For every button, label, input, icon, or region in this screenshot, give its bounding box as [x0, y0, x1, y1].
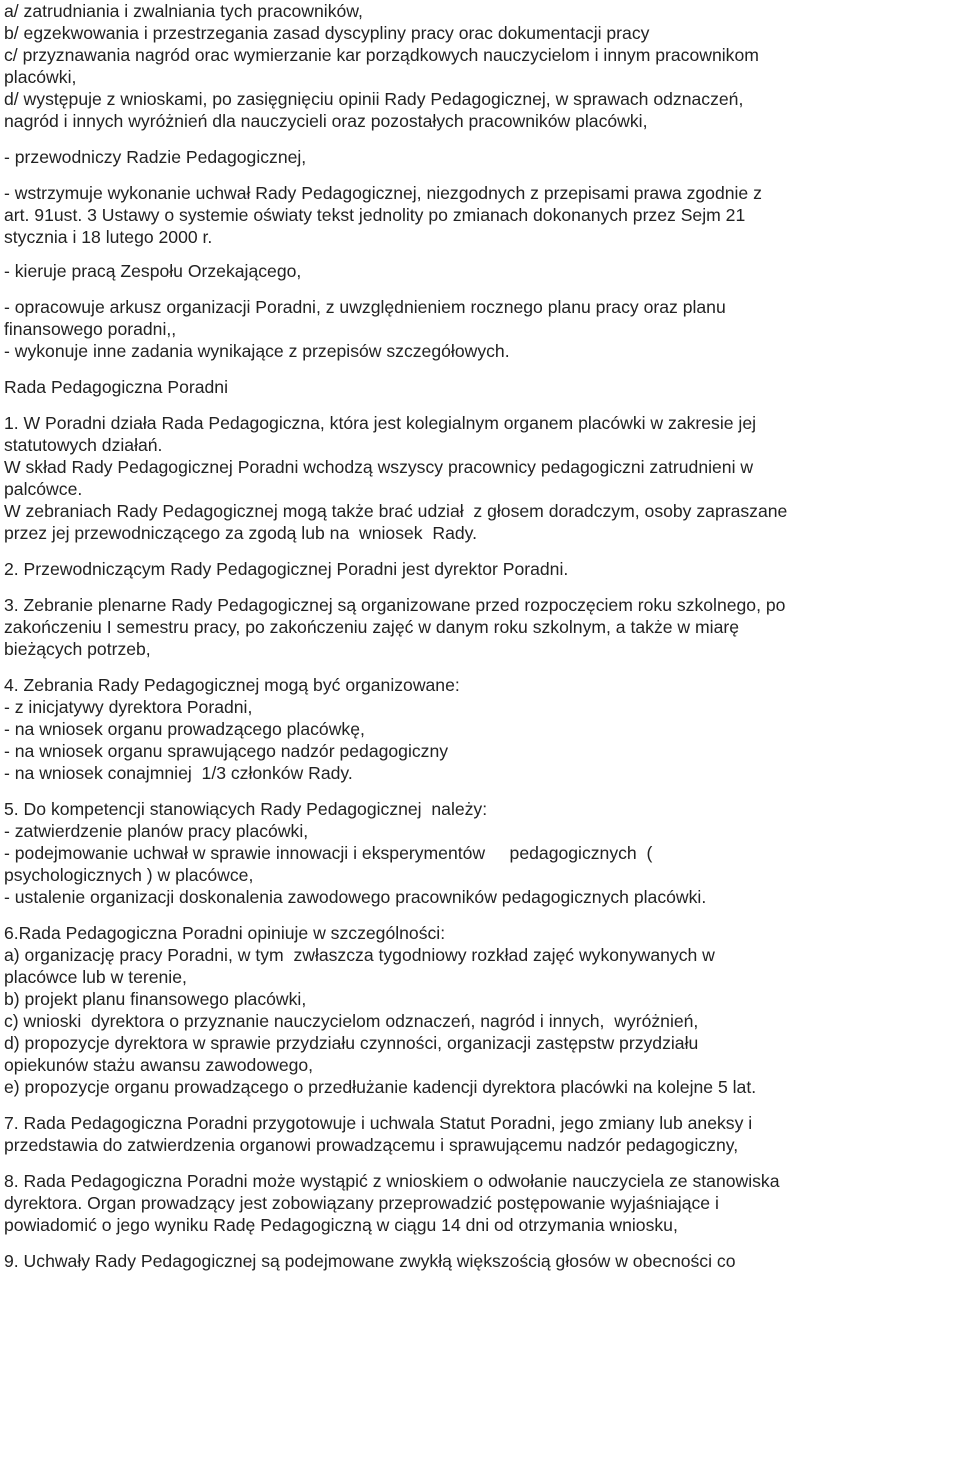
paragraph-gap	[4, 248, 954, 260]
text-line: d/ występuje z wnioskami, po zasięgnięciu opinii Rady Pedagogicznej, w sprawach odznaczeń,	[4, 89, 744, 109]
text-line: 4. Zebrania Rady Pedagogicznej mogą być organizowane:	[4, 675, 460, 695]
text-line: - na wniosek organu prowadzącego placówkę,	[4, 719, 365, 739]
text-line: c/ przyznawania nagród orac wymierzanie kar porządkowych nauczycielom i innym pracownikom	[4, 45, 759, 65]
text-line: - przewodniczy Radzie Pedagogicznej,	[4, 147, 307, 167]
text-line: 7. Rada Pedagogiczna Poradni przygotowuje i uchwala Statut Poradni, jego zmiany lub aneksy i	[4, 1113, 753, 1133]
text-line: 8. Rada Pedagogiczna Poradni może wystąpić z wnioskiem o odwołanie nauczyciela ze stanowiska	[4, 1171, 780, 1191]
text-line: - na wniosek conajmniej 1/3 członków Rady.	[4, 763, 353, 783]
paragraph-gap	[4, 580, 954, 594]
text-line: - wykonuje inne zadania wynikające z przepisów szczegółowych.	[4, 341, 510, 361]
text-line: c) wnioski dyrektora o przyznanie nauczycielom odznaczeń, nagród i innych, wyróżnień,	[4, 1011, 699, 1031]
paragraph-gap	[4, 362, 954, 376]
text-line: art. 91ust. 3 Ustawy o systemie oświaty tekst jednolity po zmianach dokonanych przez Sejm 21	[4, 205, 746, 225]
text-line: dyrektora. Organ prowadzący jest zobowiązany przeprowadzić postępowanie wyjaśniające i	[4, 1193, 719, 1213]
text-line: przedstawia do zatwierdzenia organowi prowadzącemu i sprawującemu nadzór pedagogiczny,	[4, 1135, 739, 1155]
text-line: - kieruje pracą Zespołu Orzekającego,	[4, 261, 302, 281]
text-line: finansowego poradni,,	[4, 319, 177, 339]
text-line: placówki,	[4, 67, 77, 87]
paragraph-gap	[4, 1156, 954, 1170]
text-line: statutowych działań.	[4, 435, 163, 455]
text-line: powiadomić o jego wyniku Radę Pedagogiczną w ciągu 14 dni od otrzymania wniosku,	[4, 1215, 678, 1235]
paragraph-gap	[4, 132, 954, 146]
text-line: a/ zatrudniania i zwalniania tych pracowników,	[4, 1, 363, 21]
text-line: stycznia i 18 lutego 2000 r.	[4, 227, 213, 247]
text-line: - ustalenie organizacji doskonalenia zawodowego pracowników pedagogicznych placówki.	[4, 887, 707, 907]
text-line: W skład Rady Pedagogicznej Poradni wchodzą wszyscy pracownicy pedagogiczni zatrudnieni w	[4, 457, 754, 477]
section-heading: Rada Pedagogiczna Poradni	[4, 377, 228, 397]
text-line: 3. Zebranie plenarne Rady Pedagogicznej są organizowane przed rozpoczęciem roku szkolnego, po	[4, 595, 786, 615]
paragraph-gap	[4, 168, 954, 182]
text-line: - na wniosek organu sprawującego nadzór pedagogiczny	[4, 741, 449, 761]
paragraph-gap	[4, 660, 954, 674]
text-line: placówce lub w terenie,	[4, 967, 187, 987]
text-line: 2. Przewodniczącym Rady Pedagogicznej Poradni jest dyrektor Poradni.	[4, 559, 569, 579]
text-line: 9. Uchwały Rady Pedagogicznej są podejmowane zwykłą większością głosów w obecności co	[4, 1251, 736, 1271]
text-line: - wstrzymuje wykonanie uchwał Rady Pedagogicznej, niezgodnych z przepisami prawa zgodnie z	[4, 183, 762, 203]
paragraph-gap	[4, 398, 954, 412]
text-line: a) organizację pracy Poradni, w tym zwłaszcza tygodniowy rozkład zajęć wykonywanych w	[4, 945, 715, 965]
text-line: nagród i innych wyróżnień dla nauczycieli oraz pozostałych pracowników placówki,	[4, 111, 648, 131]
text-line: - z inicjatywy dyrektora Poradni,	[4, 697, 253, 717]
paragraph-gap	[4, 1236, 954, 1250]
text-line: zakończeniu I semestru pracy, po zakończeniu zajęć w danym roku szkolnym, a także w miarę	[4, 617, 740, 637]
text-line: W zebraniach Rady Pedagogicznej mogą także brać udział z głosem doradczym, osoby zapraszane	[4, 501, 788, 521]
text-line: 6.Rada Pedagogiczna Poradni opiniuje w szczególności:	[4, 923, 446, 943]
text-line: 5. Do kompetencji stanowiących Rady Pedagogicznej należy:	[4, 799, 488, 819]
text-line: palcówce.	[4, 479, 83, 499]
text-line: psychologicznych ) w placówce,	[4, 865, 254, 885]
text-line: bieżących potrzeb,	[4, 639, 151, 659]
text-line: d) propozycje dyrektora w sprawie przydziału czynności, organizacji zastępstw przydziału	[4, 1033, 699, 1053]
paragraph-gap	[4, 282, 954, 296]
text-line: - podejmowanie uchwał w sprawie innowacji i eksperymentów pedagogicznych (	[4, 843, 653, 863]
text-line: b/ egzekwowania i przestrzegania zasad dyscypliny pracy orac dokumentacji pracy	[4, 23, 650, 43]
text-line: opiekunów stażu awansu zawodowego,	[4, 1055, 314, 1075]
paragraph-gap	[4, 784, 954, 798]
paragraph-gap	[4, 544, 954, 558]
text-line: - opracowuje arkusz organizacji Poradni, z uwzględnieniem rocznego planu pracy oraz planu	[4, 297, 726, 317]
text-line: e) propozycje organu prowadzącego o przedłużanie kadencji dyrektora placówki na kolejne 5 lat.	[4, 1077, 757, 1097]
text-line: - zatwierdzenie planów pracy placówki,	[4, 821, 309, 841]
text-line: b) projekt planu finansowego placówki,	[4, 989, 307, 1009]
paragraph-gap	[4, 908, 954, 922]
text-line: przez jej przewodniczącego za zgodą lub na wniosek Rady.	[4, 523, 478, 543]
text-line: 1. W Poradni działa Rada Pedagogiczna, która jest kolegialnym organem placówki w zakresie jej	[4, 413, 757, 433]
paragraph-gap	[4, 1098, 954, 1112]
document-page	[4, 0, 954, 1272]
